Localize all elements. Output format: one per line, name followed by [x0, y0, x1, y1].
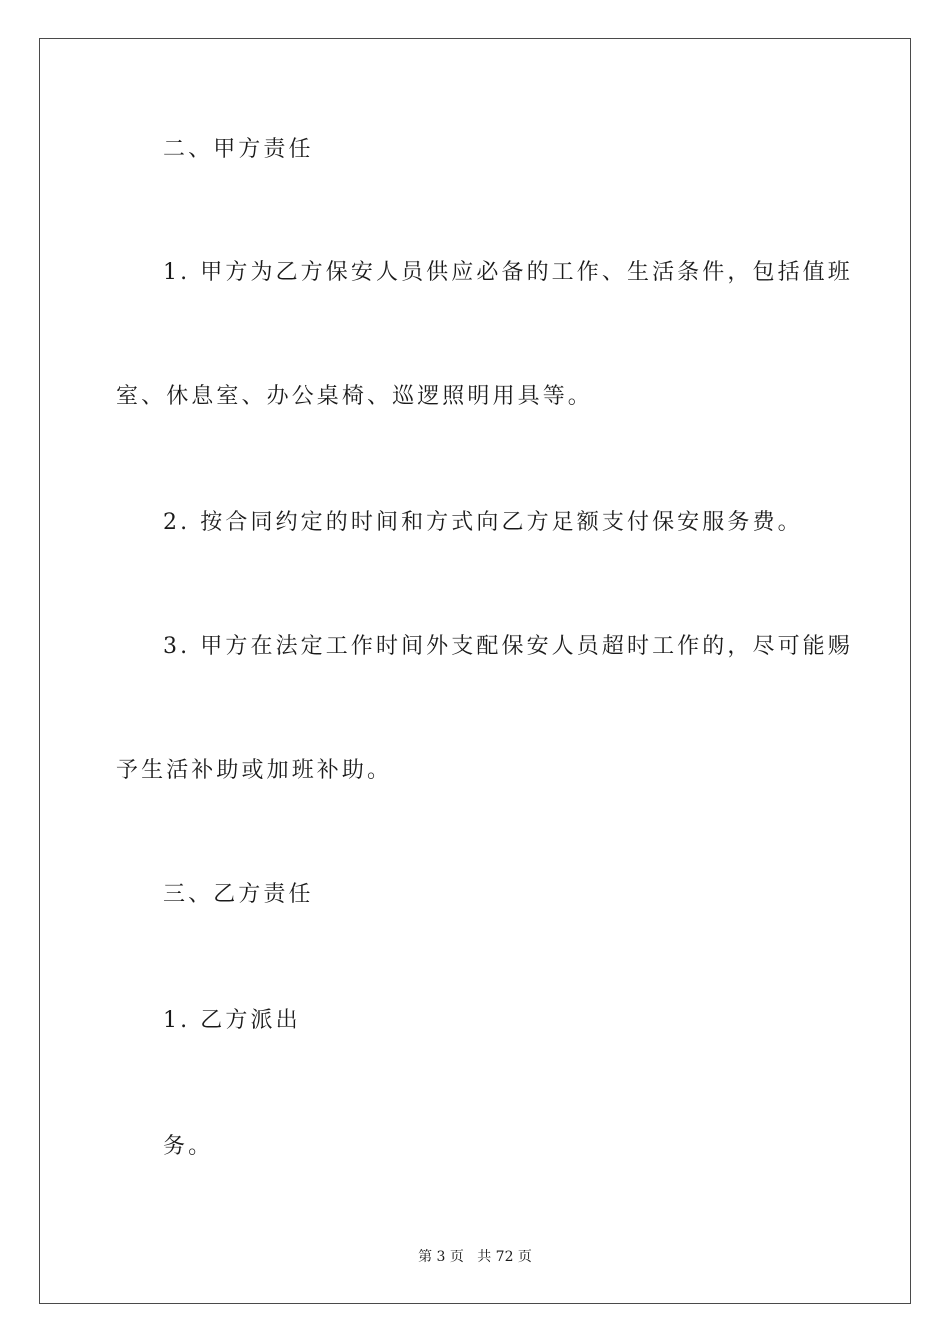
page-number: 第 3 页 共 72 页 [418, 1249, 532, 1265]
clause-b1: 1. 乙方派出 [163, 1008, 301, 1033]
clause-a3-line2: 予生活补助或加班补助。 [116, 758, 393, 783]
section-heading-party-a: 二、甲方责任 [163, 137, 314, 162]
clause-a1-line2: 室、休息室、办公桌椅、巡逻照明用具等。 [116, 384, 593, 409]
page-border [39, 38, 911, 1304]
section-heading-party-b: 三、乙方责任 [163, 882, 314, 907]
clause-a1-line1: 1. 甲方为乙方保安人员供应必备的工作、生活条件，包括值班 [163, 260, 853, 285]
clause-b1-fragment: 务。 [163, 1134, 214, 1159]
clause-a3-line1: 3. 甲方在法定工作时间外支配保安人员超时工作的，尽可能赐 [163, 634, 853, 659]
clause-a2: 2. 按合同约定的时间和方式向乙方足额支付保安服务费。 [163, 510, 803, 535]
